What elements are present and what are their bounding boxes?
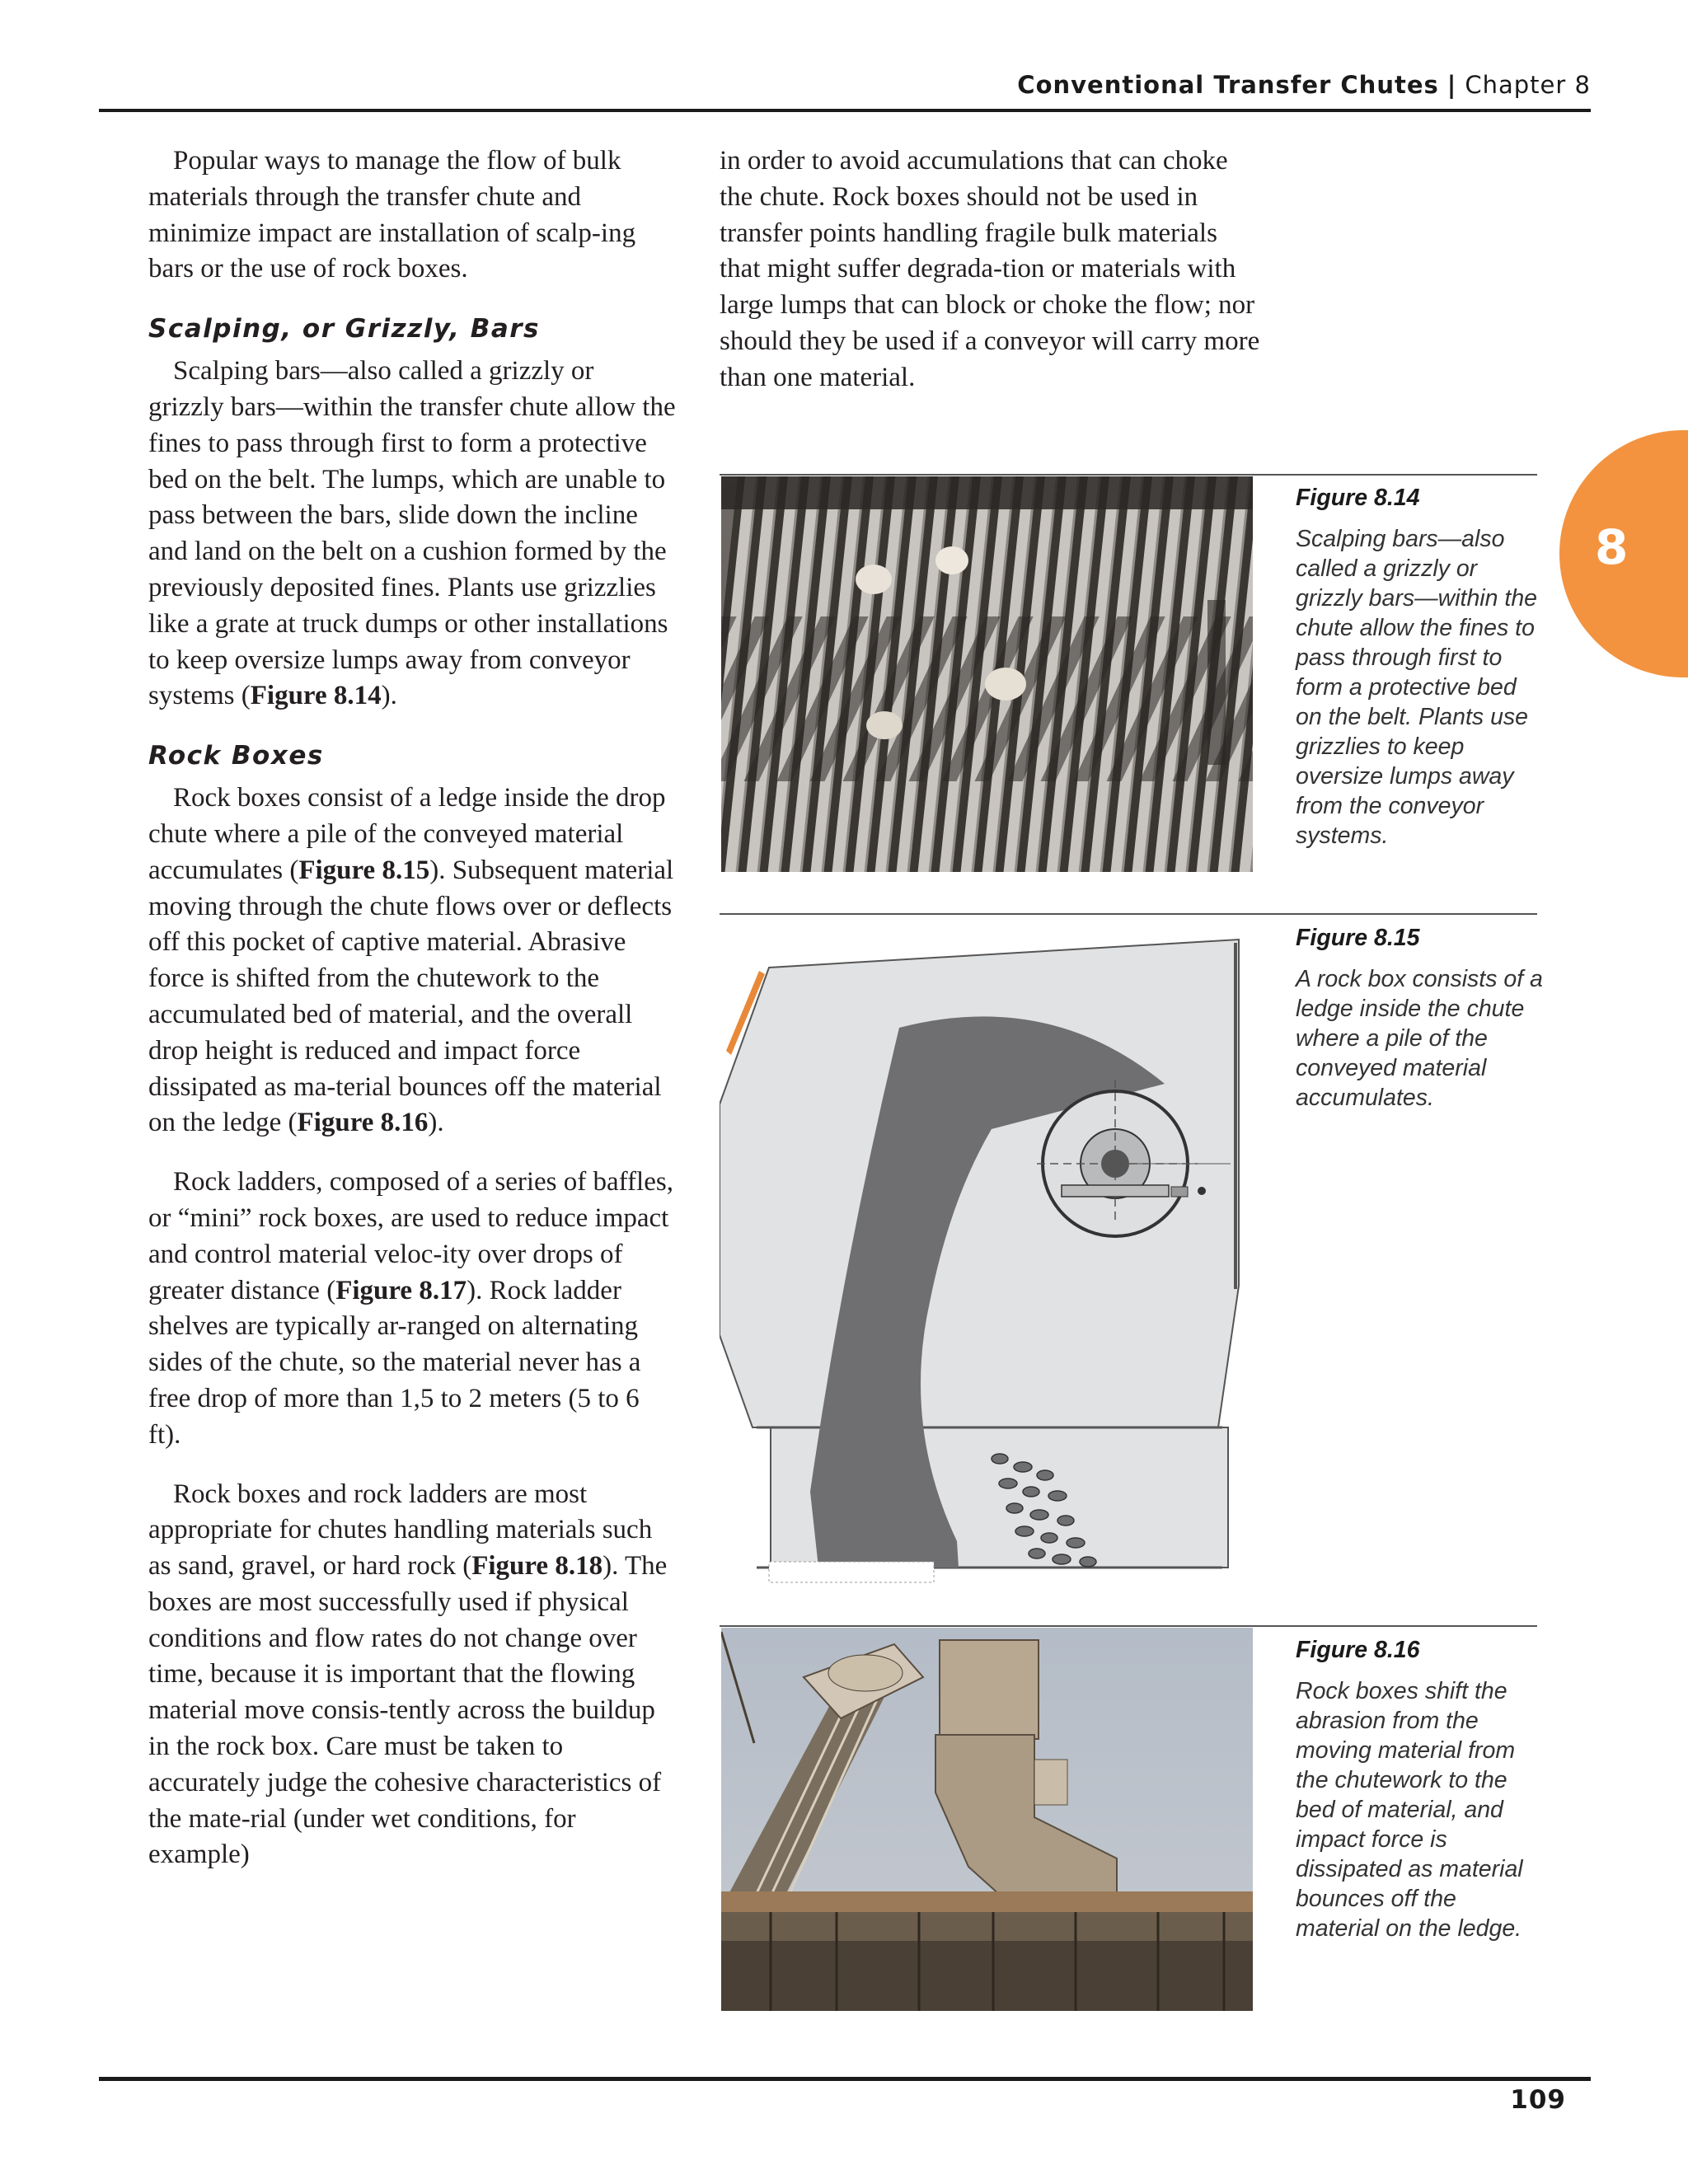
figure-reference: Figure 8.14 [250, 681, 382, 711]
header-chapter: Chapter 8 [1465, 71, 1591, 99]
heading-scalping-bars: Scalping, or Grizzly, Bars [148, 314, 540, 344]
text-run: Rock boxes consist of a ledge inside the drop chute where a pile of the conveyed material accumulates ( [148, 783, 666, 885]
figure-8-16-photo [721, 1628, 1253, 2011]
paragraph-rock-ladders [148, 1165, 676, 1453]
text-run: Rock ladders, composed of a series of baffles, or “mini” rock boxes, are used to reduce impact and control material veloc-ity over drops of greater distance ( [148, 1167, 673, 1305]
figure-reference: Figure 8.15 [298, 855, 430, 885]
running-header [99, 68, 1591, 112]
figure-8-15-diagram [720, 915, 1255, 1591]
text-column-left [148, 143, 676, 1873]
figure-8-14-text: Scalping bars—also called a grizzly or grizzly bars—within the chute allow the fines to pass through first to form a protective bed on the belt. Plants use grizzlies to keep oversize lumps away from the conveyor systems. [1296, 526, 1538, 849]
header-separator: | [1447, 71, 1457, 99]
text-run: ). Rock ladder shelves are typically ar-ranged on alternating sides of the chute, so the material never has a free drop of more than 1,5 to 2 meters (5 to 6 ft). [148, 1275, 641, 1450]
figure-8-16-title: Figure 8.16 [1296, 1637, 1420, 1663]
rock-box-diagram [720, 915, 1255, 1591]
figure-8-15-caption [1296, 923, 1543, 1113]
paragraph-appropriate-use [148, 1477, 676, 1874]
text-run: ). The boxes are most successfully used if physical conditions and flow rates do not change over time, because it is important that the flowing material move consis-tently across the buildup in the rock box. Care must be taken to accurately judge the cohesive characteristics of the mate-rial (under wet conditions, for example) [148, 1551, 668, 1870]
grizzly-bars-image [721, 476, 1253, 872]
text-column-right [720, 143, 1264, 396]
page-number: 109 [1510, 2085, 1566, 2115]
chapter-tab-number: 8 [1595, 519, 1629, 575]
header-section-title: Conventional Transfer Chutes [1017, 71, 1439, 99]
text-run: Rock boxes and rock ladders are most appropriate for chutes handling materials such as sand, gravel, or hard rock ( [148, 1479, 653, 1582]
figure-reference: Figure 8.17 [335, 1275, 467, 1305]
paragraph-continued: in order to avoid accumulations that can choke the chute. Rock boxes should not be used in transfer points handling fragile bulk materials that might suffer degrada-tion or materials with large lumps that can block or choke the flow; nor should they be used if a conveyor will carry more than one material. [720, 146, 1260, 392]
figure-8-14-title: Figure 8.14 [1296, 485, 1420, 511]
rock-box-installation-image [721, 1628, 1253, 2011]
footer-rule [99, 2077, 1591, 2081]
paragraph-rock-boxes [148, 780, 676, 1141]
paragraph-scalping [148, 354, 676, 715]
figure-rule [720, 474, 1537, 476]
figure-rule [720, 1625, 1537, 1627]
text-run: Scalping bars—also called a grizzly or grizzly bars—within the transfer chute allow the fines to pass through first to form a protective bed on the belt. The lumps, which are unable to pass between the bars, slide down the incline and land on the belt on a cushion formed by the previously deposited fines. Plants use grizzlies like a grate at truck dumps or other installations to keep oversize lumps away from conveyor systems ( [148, 356, 676, 711]
figure-8-15-text: A rock box consists of a ledge inside the chute where a pile of the conveyed material accumulates. [1296, 966, 1543, 1111]
figure-8-14-photo [721, 476, 1253, 872]
figure-reference: Figure 8.16 [297, 1108, 429, 1138]
text-run: ). Subsequent material moving through the chute flows over or deflects off this pocket of captive material. Abrasive force is shifted from the chutework to the accumulated bed of material, and the overall drop height is reduced and impact force dissipated as ma-terial bounces off the material on the ledge ( [148, 855, 674, 1138]
paragraph-intro: Popular ways to manage the flow of bulk materials through the transfer chute and minimize impact are installation of scalp-ing bars or the use of rock boxes. [148, 146, 636, 284]
figure-8-15-title: Figure 8.15 [1296, 925, 1420, 951]
figure-8-16-text: Rock boxes shift the abrasion from the moving material from the chutework to the bed of material, and impact force is dissipated as material bounces off the material on the ledge. [1296, 1678, 1523, 1942]
heading-rock-boxes: Rock Boxes [148, 741, 324, 771]
figure-8-14-caption [1296, 483, 1543, 851]
figure-reference: Figure 8.18 [471, 1551, 603, 1582]
header-text [1017, 71, 1591, 99]
text-run: ). [428, 1108, 444, 1138]
text-run: ). [381, 681, 397, 711]
figure-8-16-caption [1296, 1635, 1543, 1943]
